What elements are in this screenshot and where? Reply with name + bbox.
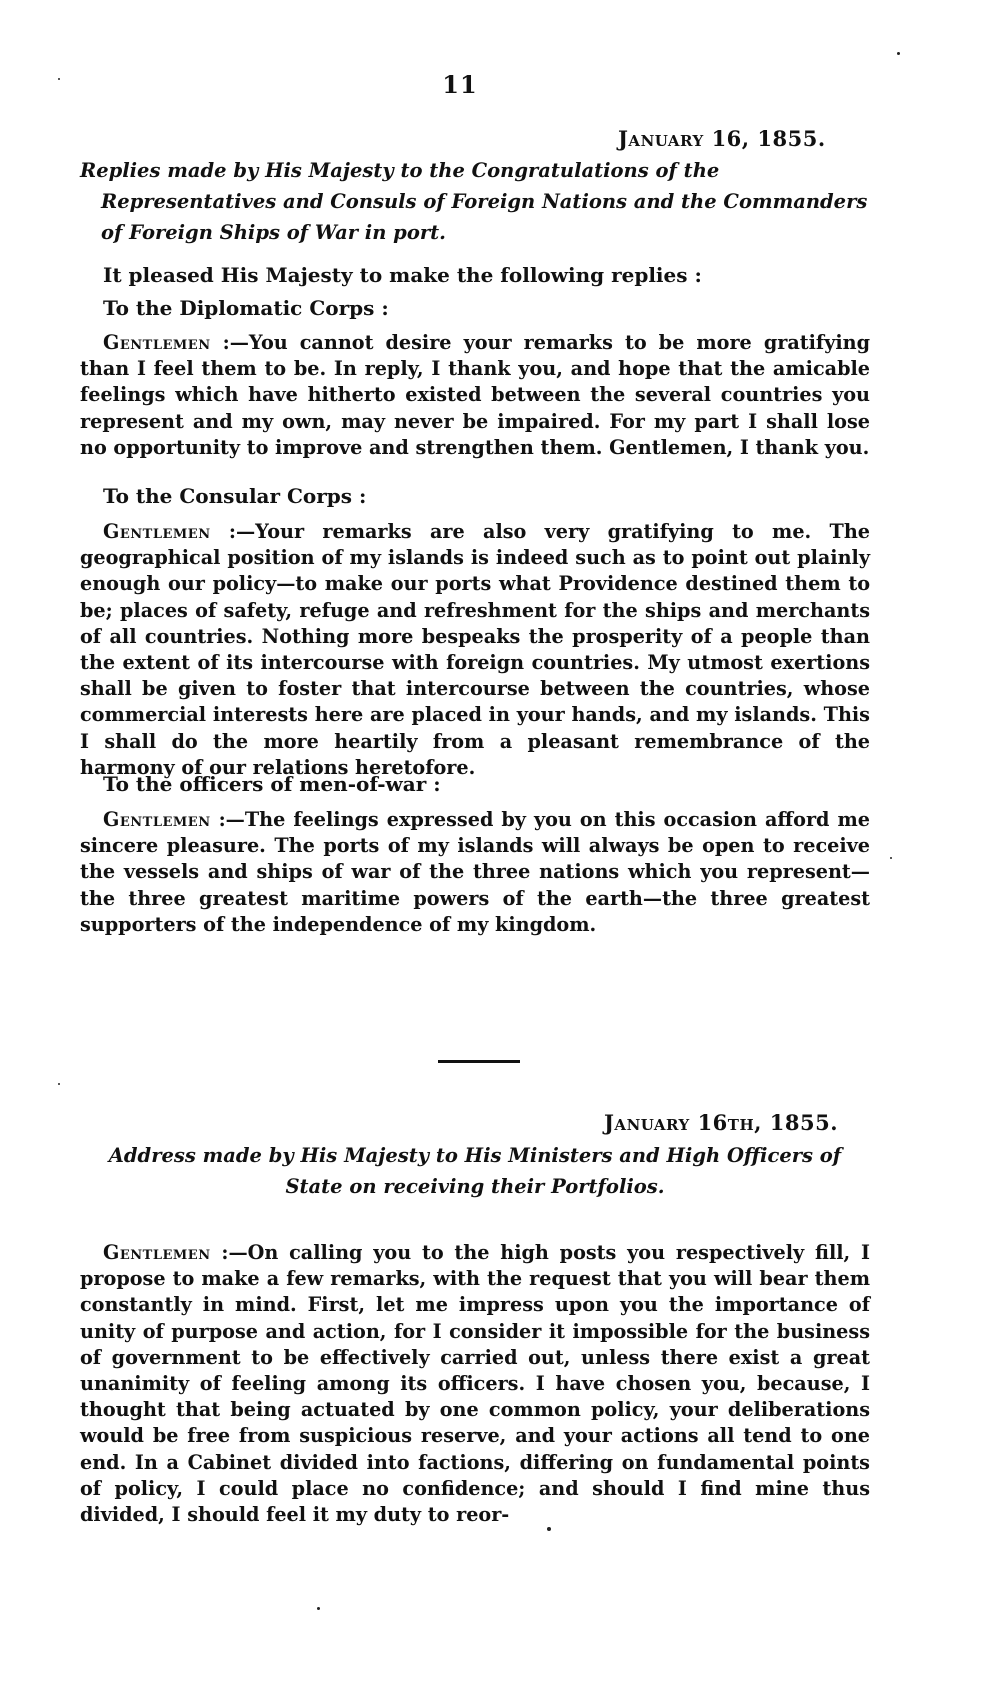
paragraph-consular-reply [80, 519, 870, 781]
text-officers: :—The feelings expressed by you on this occasion afford me sincere pleasure. The ports of my islands will always be open to receive the vessels and ships of war of the three nations which you represent—the three greatest maritime powers of the earth—the three greatest supporters of the independence of my kingdom. [80, 808, 870, 936]
label-diplomatic-corps: To the Diplomatic Corps : [103, 296, 389, 320]
scan-speck [317, 1607, 320, 1610]
paragraph-officers-reply [80, 807, 870, 938]
heading-replies: Replies made by His Majesty to the Congratulations of the Representatives and Consuls of Foreign Nations and the Commanders of Foreign Ships of War in port. [80, 159, 868, 244]
label-consular-corps: To the Consular Corps : [103, 484, 367, 508]
dateline-replies: January 16, 1855. [618, 126, 826, 151]
page-number: 11 [442, 70, 478, 99]
scan-speck [58, 1083, 60, 1085]
section-divider [438, 1060, 520, 1063]
salutation-officers: Gentlemen [103, 808, 211, 831]
scan-speck [547, 1527, 551, 1531]
salutation-consular: Gentlemen [103, 520, 211, 543]
text-consular: :—Your remarks are also very gratifying to me. The geographical position of my islands is indeed such as to point out plainly enough our policy—to make our ports what Providence destined them to be; places of safety, refuge and refreshment for the ships and merchants of all countries. Nothing more bespeaks the prosperity of a people than the extent of its intercourse with foreign countries. My utmost exertions shall be given to foster that intercourse between the countries, whose commercial interests here are placed in your hands, and my islands. This I shall do the more heartily from a pleasant remembrance of the harmony of our relations heretofore. [80, 520, 870, 779]
salutation-ministers: Gentlemen [103, 1241, 211, 1264]
paragraph-diplomatic-reply [80, 330, 870, 461]
text-ministers: :—On calling you to the high posts you respectively fill, I propose to make a few remarks, with the request that you will bear them constantly in mind. First, let me impress upon you the importance of unity of purpose and action, for I consider it impossible for the business of government to be effectively carried out, unless there exist a great unanimity of feeling among its officers. I have chosen you, because, I thought that being actuated by one common policy, your deliberations would be free from suspicious reserve, and your actions all tend to one end. In a Cabinet divided into factions, differing on fundamental points of policy, I could place no confidence; and should I find mine thus divided, I should feel it my duty to reor- [80, 1241, 870, 1527]
paragraph-address-ministers [80, 1240, 870, 1528]
text-diplomatic: :—You cannot desire your remarks to be more gratifying than I feel them to be. In reply, I thank you, and hope that the amicable feelings which have hitherto existed between the several countries you represent and my own, may never be impaired. For my part I shall lose no opportunity to improve and strengthen them. Gentlemen, I thank you. [80, 331, 870, 459]
salutation-diplomatic: Gentlemen [103, 331, 211, 354]
heading-address: Address made by His Majesty to His Ministers and High Officers of State on receiving their Portfolios. [108, 1144, 842, 1198]
dateline-address: January 16th, 1855. [604, 1110, 839, 1135]
label-officers-men-of-war: To the officers of men-of-war : [103, 772, 441, 796]
scan-speck [897, 52, 900, 55]
scan-speck [58, 78, 60, 80]
scan-speck [890, 857, 892, 859]
intro-line: It pleased His Majesty to make the following replies : [103, 263, 702, 287]
